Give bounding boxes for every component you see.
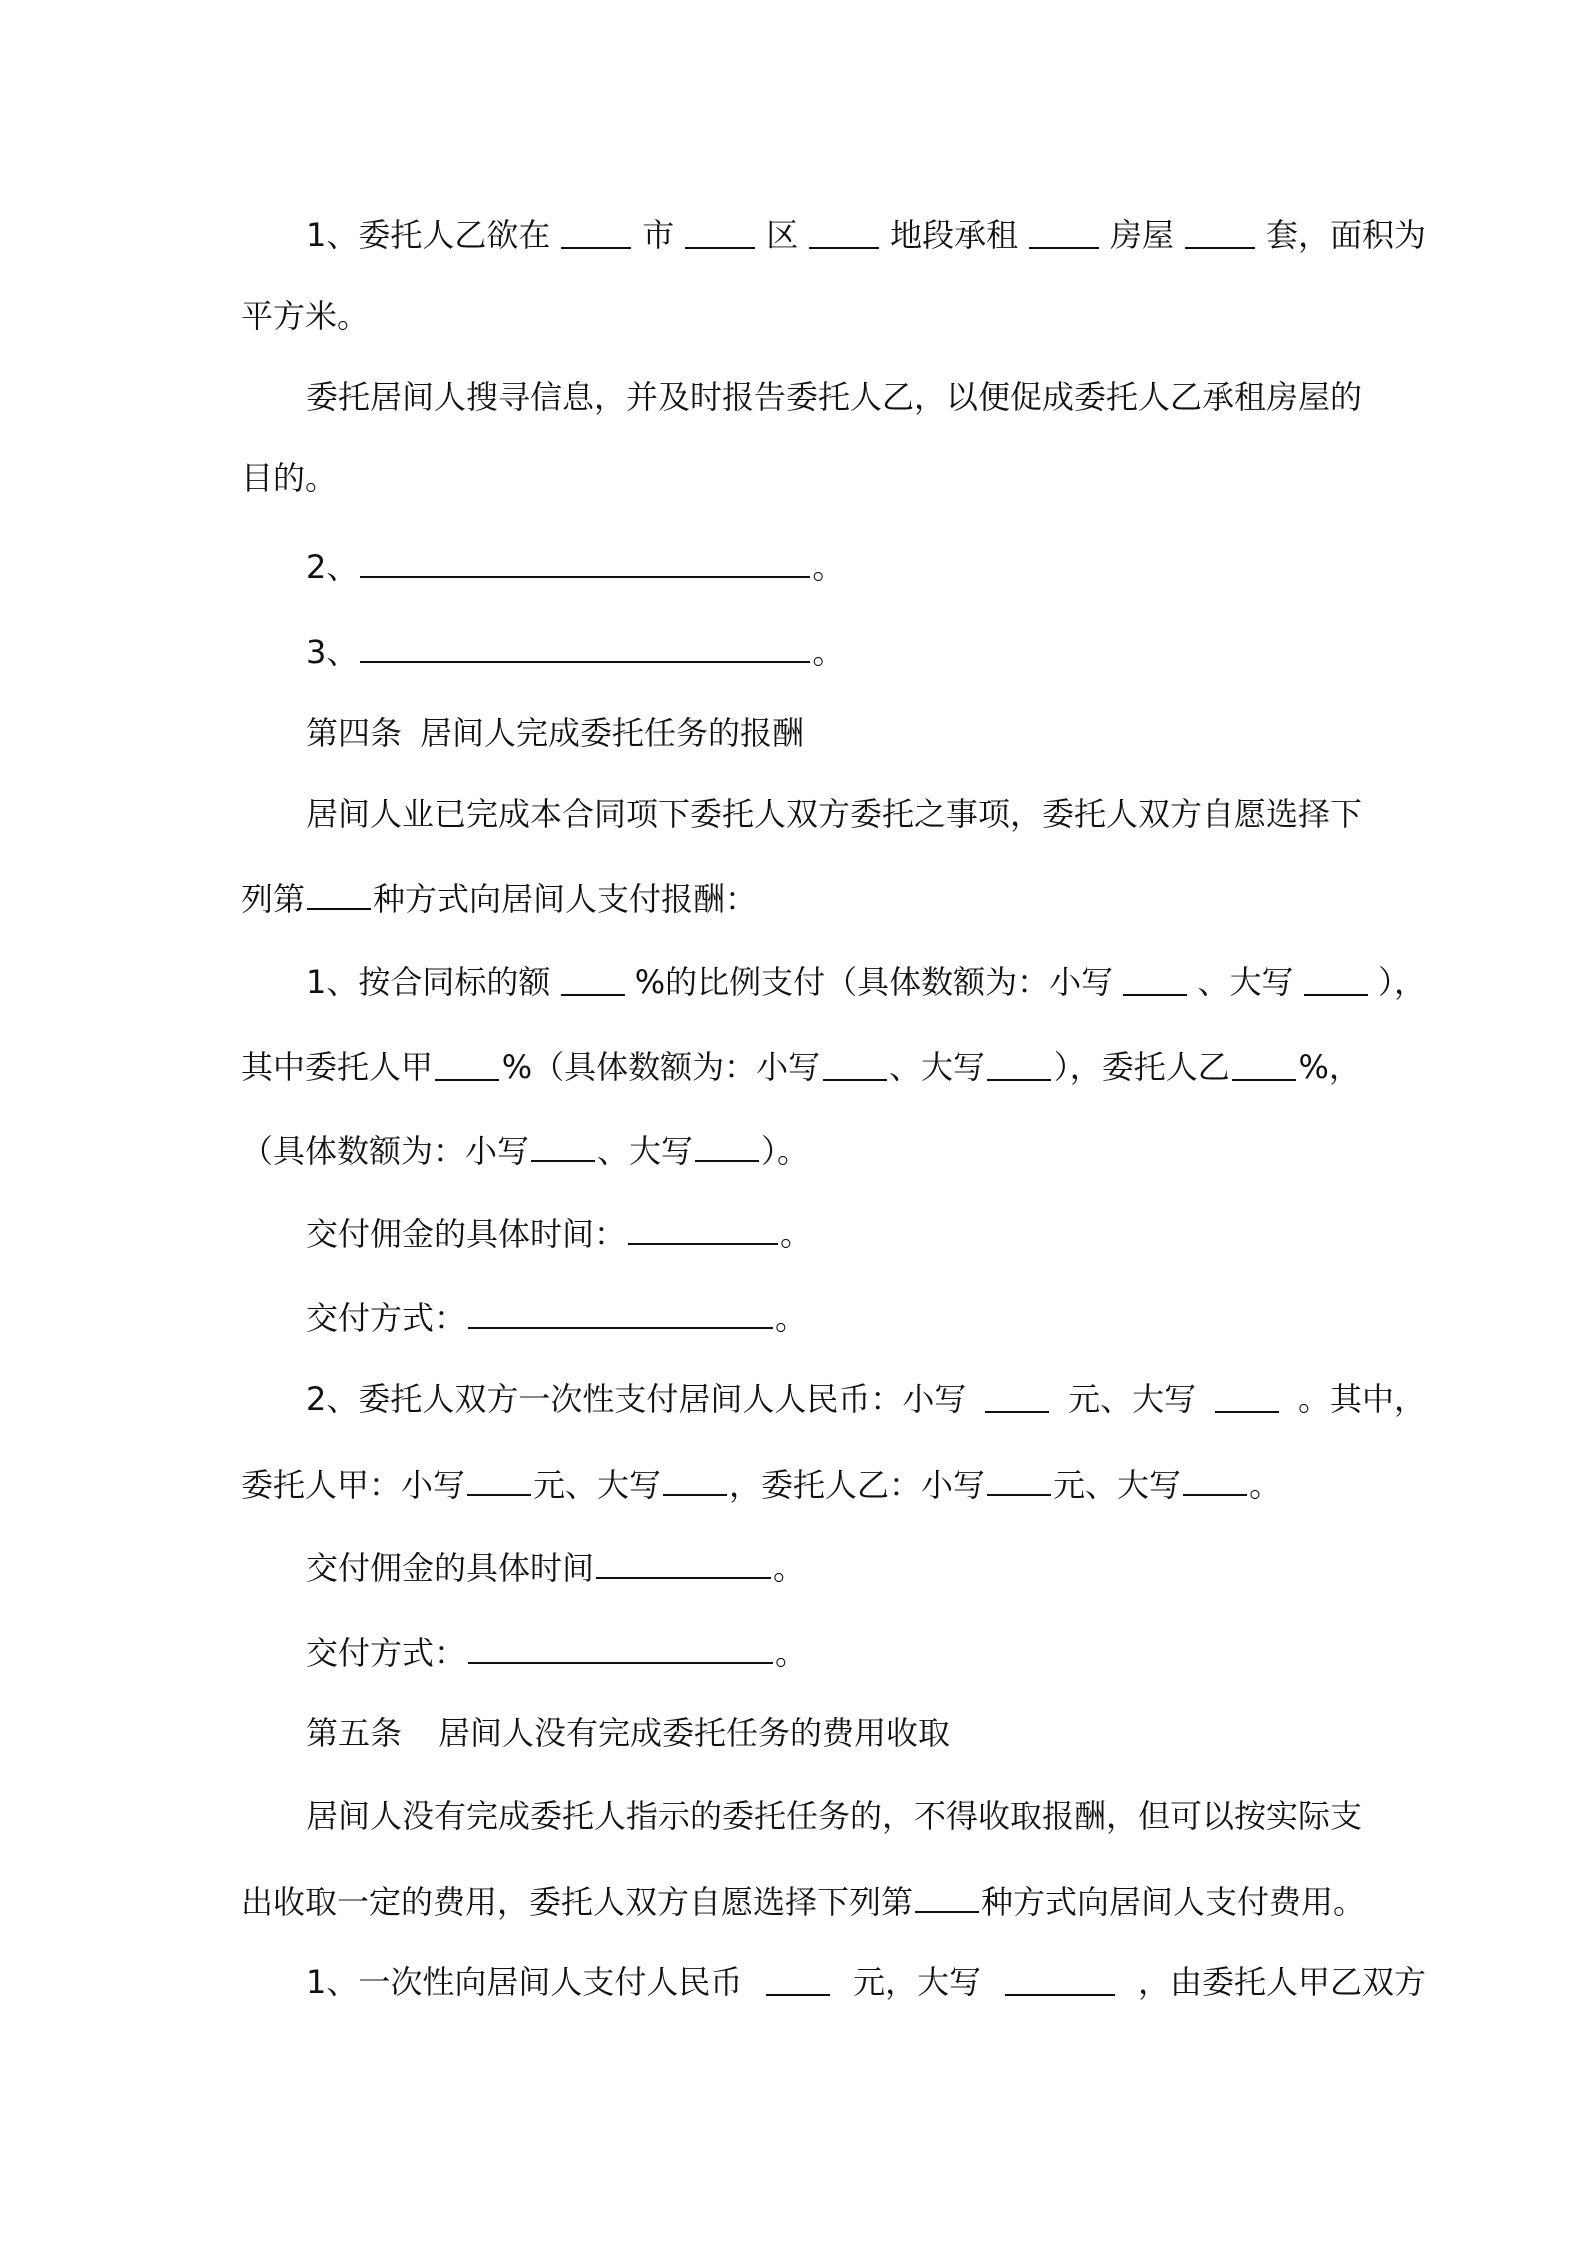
- blank-payment-method-2[interactable]: [468, 1628, 773, 1664]
- blank-percent-a[interactable]: [435, 1045, 499, 1081]
- blank-lump-b-upper[interactable]: [1183, 1460, 1247, 1496]
- option-1-line: 1、按合同标的额 %的比例支付（具体数额为：小写 、大写 ），: [306, 960, 1426, 1004]
- blank-fee-method[interactable]: [915, 1877, 979, 1913]
- option-2-split-line: 委托人甲：小写 元、大写 ，委托人乙：小写 元、大写 。: [241, 1460, 1361, 1507]
- blank-method-choice[interactable]: [307, 874, 371, 910]
- blank-district[interactable]: [685, 213, 755, 249]
- blank-lump-upper[interactable]: [1215, 1377, 1279, 1413]
- paragraph-fees: 居间人没有完成委托人指示的委托任务的，不得收取报酬，但可以按实际支: [306, 1797, 1363, 1835]
- paragraph-reward: 居间人业已完成本合同项下委托人双方委托之事项，委托人双方自愿选择下: [306, 795, 1363, 833]
- blank-lump-a-lower[interactable]: [467, 1460, 531, 1496]
- blank-item-3[interactable]: [360, 627, 810, 663]
- option-1-b-amount: （具体数额为：小写 、大写 ）。: [241, 1126, 1361, 1173]
- option-1-split-line: 其中委托人甲 %（具体数额为：小写 、大写 ），委托人乙 %，: [241, 1045, 1361, 1089]
- blank-payment-method[interactable]: [468, 1293, 773, 1329]
- blank-item-2[interactable]: [360, 542, 810, 578]
- paragraph-reward-cont: 列第 种方式向居间人支付报酬：: [241, 874, 1361, 921]
- article-5-heading: 第五条 居间人没有完成委托任务的费用收取: [306, 1714, 951, 1752]
- clause-1-line: 1、委托人乙欲在 市 区 地段承租 房屋 套，面积为: [306, 213, 1426, 257]
- blank-b-lower[interactable]: [531, 1126, 595, 1162]
- blank-lump-b-lower[interactable]: [987, 1460, 1051, 1496]
- blank-lump-a-upper[interactable]: [663, 1460, 727, 1496]
- blank-percent-total[interactable]: [561, 960, 625, 996]
- payment-method-line: 交付方式： 。: [306, 1293, 1426, 1340]
- blank-amount-lower[interactable]: [1123, 960, 1187, 996]
- blank-payment-time-2[interactable]: [596, 1543, 771, 1579]
- item-2-line: 2、 。: [306, 542, 1426, 589]
- blank-house[interactable]: [1029, 213, 1099, 249]
- paragraph-search: 委托居间人搜寻信息，并及时报告委托人乙，以便促成委托人乙承租房屋的: [306, 378, 1363, 416]
- paragraph-fees-cont: 出收取一定的费用，委托人双方自愿选择下列第 种方式向居间人支付费用。: [241, 1877, 1361, 1924]
- blank-fee-lower[interactable]: [766, 1960, 830, 1996]
- blank-section[interactable]: [809, 213, 879, 249]
- blank-lump-lower[interactable]: [985, 1377, 1049, 1413]
- blank-b-upper[interactable]: [695, 1126, 759, 1162]
- payment-method-line-2: 交付方式： 。: [306, 1628, 1426, 1675]
- payment-time-line: 交付佣金的具体时间： 。: [306, 1209, 1426, 1256]
- fee-option-1-line: 1、一次性向居间人支付人民币 元，大写 ，由委托人甲乙双方: [306, 1960, 1426, 2004]
- blank-a-upper[interactable]: [987, 1045, 1051, 1081]
- payment-time-line-2: 交付佣金的具体时间 。: [306, 1543, 1426, 1590]
- article-4-heading: 第四条 居间人完成委托任务的报酬: [306, 714, 805, 752]
- paragraph-search-cont: 目的。: [241, 459, 338, 497]
- blank-amount-upper[interactable]: [1304, 960, 1368, 996]
- blank-city[interactable]: [561, 213, 631, 249]
- blank-sets[interactable]: [1185, 213, 1255, 249]
- blank-payment-time[interactable]: [628, 1209, 778, 1245]
- blank-a-lower[interactable]: [823, 1045, 887, 1081]
- clause-1-cont: 平方米。: [241, 297, 370, 335]
- option-2-line: 2、委托人双方一次性支付居间人人民币：小写 元、大写 。其中，: [306, 1377, 1426, 1421]
- blank-fee-upper[interactable]: [1005, 1960, 1115, 1996]
- item-3-line: 3、 。: [306, 627, 1426, 674]
- blank-percent-b[interactable]: [1232, 1045, 1296, 1081]
